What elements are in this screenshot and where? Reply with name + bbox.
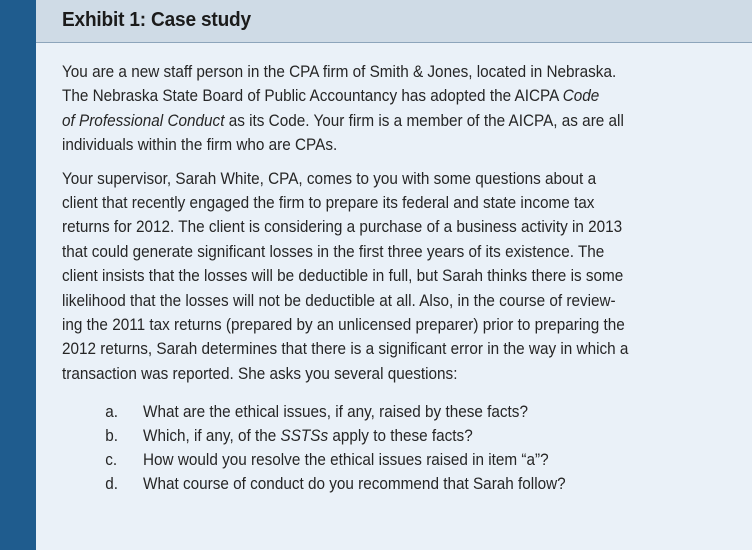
sstss-italic: SSTSs xyxy=(280,426,329,446)
accent-side-bar xyxy=(0,0,36,550)
question-item-a xyxy=(62,400,719,424)
paragraph-scenario-line: ing the 2011 tax returns (prepared by an unlicensed preparer) prior to preparing the xyxy=(62,315,625,335)
line-2-text: The Nebraska State Board of Public Accountancy has adopted the AICPA xyxy=(62,86,559,106)
paragraph-intro-line-1: You are a new staff person in the CPA firm of Smith & Jones, located in Nebraska. xyxy=(62,62,617,81)
case-study-body xyxy=(62,60,719,496)
question-marker: b. xyxy=(105,426,118,446)
question-item-d xyxy=(62,472,719,496)
question-text: What are the ethical issues, if any, raised by these facts? xyxy=(143,402,528,422)
question-item-b xyxy=(62,424,719,448)
line-3-text: as its Code. Your firm is a member of the AICPA, as are all xyxy=(228,110,624,130)
paragraph-scenario-line: client that recently engaged the firm to prepare its federal and state income tax xyxy=(62,193,595,213)
paragraph-scenario-line: 2012 returns, Sarah determines that there is a significant error in the way in which a xyxy=(62,339,629,359)
paragraph-scenario xyxy=(62,167,719,387)
question-list xyxy=(62,400,719,496)
question-marker: a. xyxy=(105,402,118,422)
paragraph-scenario-line: likelihood that the losses will not be deductible at all. Also, in the course of review- xyxy=(62,290,616,310)
code-title-italic-part-2: of Professional Conduct xyxy=(62,110,225,130)
paragraph-intro-line-4: individuals within the firm who are CPAs. xyxy=(62,135,338,155)
question-marker: c. xyxy=(105,450,118,470)
code-title-italic-part-1: Code xyxy=(562,86,600,106)
question-text: What course of conduct do you recommend that Sarah follow? xyxy=(143,474,566,494)
paragraph-scenario-line: client insists that the losses will be deductible in full, but Sarah thinks there is some xyxy=(62,266,624,286)
paragraph-scenario-line: Your supervisor, Sarah White, CPA, comes to you with some questions about a xyxy=(62,168,597,188)
question-text-pre: Which, if any, of the xyxy=(143,426,277,446)
paragraph-scenario-line: returns for 2012. The client is considering a purchase of a business activity in 2013 xyxy=(62,217,623,237)
paragraph-intro xyxy=(62,60,719,158)
question-text xyxy=(143,426,473,445)
paragraph-scenario-line: transaction was reported. She asks you several questions: xyxy=(62,363,458,383)
paragraph-intro-line-2 xyxy=(62,84,719,108)
exhibit-title: Exhibit 1: Case study xyxy=(62,8,251,31)
paragraph-intro-line-3 xyxy=(62,109,719,133)
paragraph-scenario-line: that could generate significant losses in the first three years of its existence. The xyxy=(62,241,605,261)
question-text-post: apply to these facts? xyxy=(332,426,473,446)
question-marker: d. xyxy=(105,474,118,494)
question-item-c xyxy=(62,448,719,472)
title-bar xyxy=(36,0,752,43)
question-text: How would you resolve the ethical issues raised in item “a”? xyxy=(143,450,549,470)
